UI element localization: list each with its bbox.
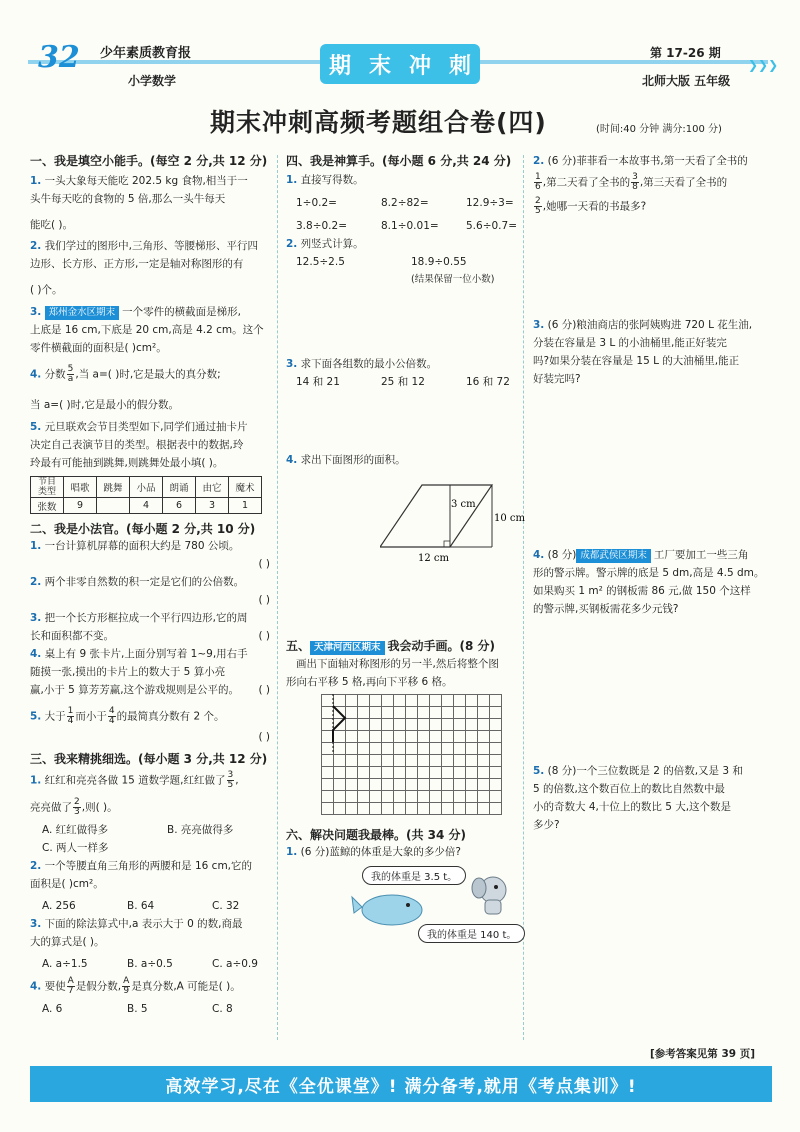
section-6	[286, 826, 518, 861]
column-divider	[277, 155, 278, 1040]
question: 1. 一台计算机屏幕的面积大约是 780 公顷。 ( )	[30, 540, 270, 570]
fraction: $\frac{4}{4}$	[108, 706, 115, 726]
fraction: $\frac{2}{3}$	[74, 797, 80, 817]
vertical-calc: 12.5÷2.5 18.9÷0.55	[296, 256, 467, 268]
page-number: 32	[38, 40, 80, 75]
fraction: $\frac{1}{6}$	[535, 172, 541, 192]
label-height: 10 cm	[494, 513, 525, 524]
parallelogram	[380, 485, 492, 547]
footer-banner	[30, 1066, 772, 1102]
table-row: 节目 类型 唱歌 跳舞 小品 朗诵 由它 魔术	[31, 477, 262, 498]
column-right: 2. (6 分)菲菲看一本故事书,第一天看了全书的 $\frac{1}{6}$ ,第二天看了全书的 $\frac{3}{8}$ ,第三天看了全书的 $\frac{2}{5}$ ,她哪一天看的书最多? 3. (6 分)粮油商店的张阿姨购进 720 L 花生油, 分装在容量是 3 L 的小油桶里,能正好装完 吗?如果分装在容量是 15 L 的大油桶里,能正 好装完吗? 4. (8 分) 成都武侯区期末 工厂要加工一些三角 形的警示牌。警示牌的底是 5 dm,高是 4.5 dm。 如果购买 1 m² 的钢板需 86 元,做 150 个这样 的警示牌,买钢板需花多少元钱? 5. (8 分)一个三位数既是 2 的倍数,又是 3 和 5 的倍数,这个数百位上的数比自然数中最 小的奇数大 4,十位上的数比 5 大,这个数是 多少?	[533, 152, 773, 834]
column-left	[30, 152, 270, 1018]
section-6-title: 六、解决问题我最棒。(共 34 分)	[286, 828, 467, 842]
question: 1. 一头大象每天能吃 202.5 kg 食物,相当于一 头牛每天吃的食物的 5 倍,那么一头牛每天 能吃( )。	[30, 175, 248, 231]
question: 3. 郑州金水区期末 一个零件的横截面是梯形, 上底是 16 cm,下底是 20 cm,高是 4.2 cm。这个 零件横截面的面积是( )cm²。	[30, 306, 264, 354]
fraction: $\frac{1}{4}$	[67, 706, 74, 726]
edition-label: 北师大版 五年级	[642, 74, 731, 88]
page-title: 期末冲刺高频考题组合卷(四)	[210, 108, 547, 137]
lcm-row: 14 和 21 25 和 12 16 和 72	[296, 376, 510, 388]
fraction: $\frac{A}{7}$	[67, 976, 74, 996]
footer-slogan: 高效学习,尽在《全优课堂》! 满分备考,就用《考点集训》!	[165, 1076, 637, 1097]
question: 2. (6 分)菲菲看一本故事书,第一天看了全书的	[533, 155, 748, 167]
column-divider	[523, 155, 524, 1040]
section-2-title: 二、我是小法官。(每小题 2 分,共 10 分)	[30, 522, 256, 536]
question: 2. 我们学过的图形中,三角形、等腰梯形、平行四 边形、长方形、正方形,一定是轴对称图形的有 ( )个。	[30, 240, 258, 296]
note: (结果保留一位小数)	[411, 274, 495, 285]
banner-char: 末	[368, 53, 391, 79]
calc-row: 1÷0.2= 8.2÷82= 12.9÷3=	[296, 197, 514, 209]
question: 4. 要使 $\frac{A}{7}$ 是假分数, $\frac{A}{9}$ 是真分数,A 可能是( )。 A. 6 B. 5 C. 8	[30, 976, 241, 1015]
table-row: 张数 9 4 6 3 1	[31, 498, 262, 514]
half-figure	[321, 694, 361, 754]
banner-char: 期	[328, 53, 351, 79]
parallelogram-figure	[380, 475, 530, 565]
issue-label: 第 17-26 期	[650, 46, 721, 60]
question: 5. 元旦联欢会节目类型如下,同学们通过抽卡片 决定自己表演节目的类型。根据表中的数据,玲 玲最有可能抽到跳舞,则跳舞处最小填( )。	[30, 421, 248, 469]
fraction: $\frac{3}{5}$	[227, 770, 234, 790]
chevron-icon: ❯❯❯	[748, 58, 779, 72]
source-tag: 郑州金水区期末	[45, 306, 120, 320]
question: 1. 红红和亮亮各做 15 道数学题,红红做了 $\frac{3}{5}$ , 亮亮做了 $\frac{2}{3}$ ,则( )。 A. 红红做得多 B. 亮亮做得多 C. 两人一样多	[30, 770, 239, 854]
time-score: (时间:40 分钟 满分:100 分)	[596, 124, 722, 135]
source-tag: 成都武侯区期末	[576, 549, 651, 563]
column-middle	[286, 152, 518, 469]
elephant-icon	[468, 870, 518, 920]
subject-label: 小学数学	[128, 74, 177, 88]
question: 2. 列竖式计算。	[286, 238, 364, 250]
question: 3. 下面的除法算式中,a 表示大于 0 的数,商最 大的算式是( )。 A. a÷1.5 B. a÷0.5 C. a÷0.9	[30, 918, 258, 970]
section-4-title: 四、我是神算手。(每小题 6 分,共 24 分)	[286, 154, 512, 168]
question: 4. 求出下面图形的面积。	[286, 454, 406, 466]
label-base: 12 cm	[418, 553, 449, 564]
banner-char: 冲	[408, 53, 431, 79]
speech-bubble: 我的体重是 3.5 t。	[362, 866, 466, 885]
question: 4. (8 分) 成都武侯区期末 工厂要加工一些三角 形的警示牌。警示牌的底是 5 dm,高是 4.5 dm。 如果购买 1 m² 的钢板需 86 元,做 150 个这样 的警示牌,买钢板需花多少元钱?	[533, 549, 765, 615]
fraction: $\frac{5}{a}$	[67, 364, 74, 384]
question: 4. 桌上有 9 张卡片,上面分别写着 1~9,用右手 随摸一张,摸出的卡片上的数大于 5 算小亮 赢,小于 5 算芳芳赢,这个游戏规则是公平的。 ( )	[30, 648, 270, 696]
question: 2. 一个等腰直角三角形的两腰和是 16 cm,它的 面积是( )cm²。 A. 256 B. 64 C. 32	[30, 860, 253, 912]
question: 2. 两个非零自然数的积一定是它们的公倍数。 ( )	[30, 576, 270, 606]
header	[0, 0, 800, 100]
section-5-title: 五、 天津河西区期末 我会动手画。(8 分)	[286, 639, 496, 653]
question: 3. (6 分)粮油商店的张阿姨购进 720 L 花生油, 分装在容量是 3 L 的小油桶里,能正好装完 吗?如果分装在容量是 15 L 的大油桶里,能正 好装完吗?	[533, 319, 753, 385]
speech-bubble: 我的体重是 140 t。	[418, 924, 525, 943]
label-top: 3 cm	[451, 499, 476, 510]
program-table	[30, 476, 262, 514]
question: 5. 大于 $\frac{1}{4}$ 而小于 $\frac{4}{4}$ 的最简真分数有 2 个。 ( )	[30, 706, 270, 743]
question: 3. 求下面各组数的最小公倍数。	[286, 358, 438, 370]
banner	[320, 44, 480, 84]
question: 1. 直接写得数。	[286, 174, 364, 186]
whale-icon	[350, 885, 430, 930]
fraction: $\frac{3}{8}$	[632, 172, 638, 192]
answer-reference: [参考答案见第 39 页]	[650, 1048, 756, 1060]
source-tag: 天津河西区期末	[310, 641, 385, 655]
newspaper-name: 少年素质教育报	[100, 46, 192, 61]
question: 1. (6 分)蓝鲸的体重是大象的多少倍?	[286, 846, 461, 858]
calc-row: 3.8÷0.2= 8.1÷0.01= 5.6÷0.7=	[296, 220, 517, 232]
section-1-title: 一、我是填空小能手。(每空 2 分,共 12 分)	[30, 154, 268, 168]
fraction: $\frac{A}{9}$	[123, 976, 130, 996]
question: 5. (8 分)一个三位数既是 2 的倍数,又是 3 和 5 的倍数,这个数百位上的数比自然数中最 小的奇数大 4,十位上的数比 5 大,这个数是 多少?	[533, 765, 743, 831]
question: 4. 分数 $\frac{5}{a}$ ,当 a=( )时,它是最大的真分数; 当 a=( )时,它是最小的假分数。	[30, 364, 221, 411]
section-5: 五、 天津河西区期末 我会动手画。(8 分) 画出下面轴对称图形的另一半,然后将整个图 形向右平移 5 格,再向下平移 6 格。	[286, 637, 518, 691]
question: 3. 把一个长方形框拉成一个平行四边形,它的周 长和面积都不变。 ( )	[30, 612, 270, 642]
banner-char: 刺	[448, 53, 471, 79]
section-3-title: 三、我来精挑细选。(每小题 3 分,共 12 分)	[30, 752, 268, 766]
fraction: $\frac{2}{5}$	[535, 196, 541, 216]
